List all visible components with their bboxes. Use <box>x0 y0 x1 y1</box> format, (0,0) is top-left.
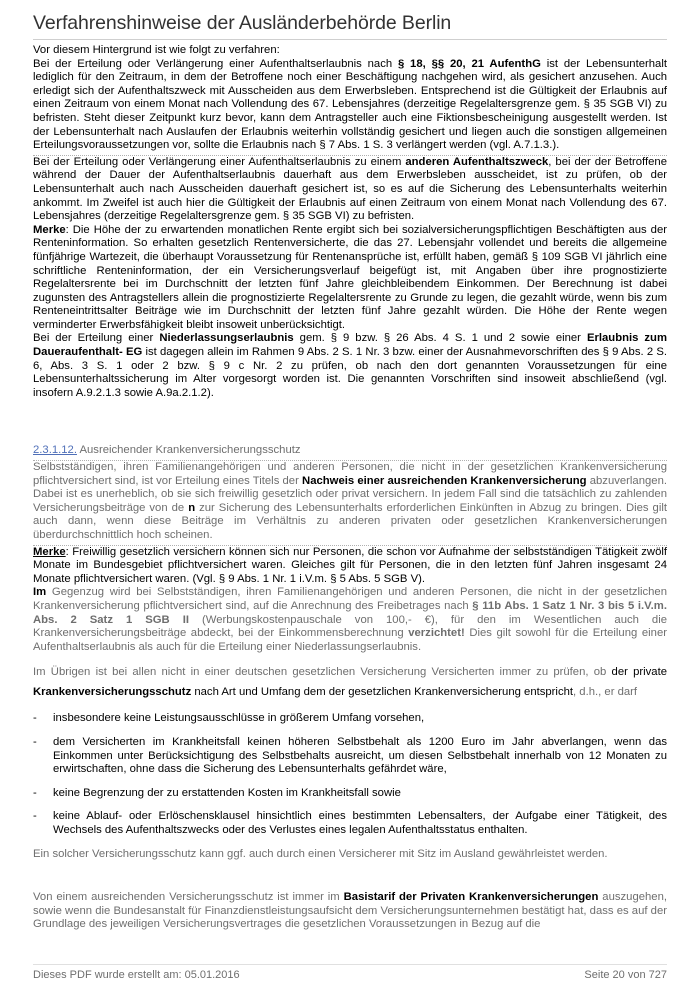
page-footer <box>33 964 667 981</box>
page-number: Seite 20 von 727 <box>584 969 667 981</box>
requirements-list <box>33 712 667 837</box>
document-body <box>33 44 667 932</box>
list-item: - insbesondere keine Leistungsausschlüsse in größerem Umfang vorsehen, <box>33 712 425 725</box>
paragraph-freibetrag: Im Gegenzug wird bei Selbstständigen, ihren Familienangehörigen und anderen Personen, die nicht in der gesetzlichen Krankenversicherung pflichtversichert sind, auf die Anrechnung des Freibetrages nach § 11b Abs. 1 Satz 1 Nr. 3 bis 5 i.V.m. Abs. 2 Satz 1 SGB II (Werbungskostenpauschale von 100,- €), für den im Wesentlichen auch die Krankenversicherungsbeiträge abdeckt, bei der Einkommensberechnung verzichtet! Dies gilt sowohl für die Erteilung einer Aufenthaltserlaubnis als auch für die Erteilung einer Niederlassungserlaubnis. <box>33 586 667 653</box>
paragraph-nachweis: Selbstständigen, ihren Familienangehörigen und anderen Personen, die nicht in der gesetzlichen Krankenversicherung pflichtversichert sind, ist vor Erteilung eines Titels der Nachweis einer ausreichenden Krankenversicherung abzuverlangen. Dabei ist es unerheblich, ob sie sich freiwillig gesetzlich oder privat versichern. In jedem Fall sind die tatsächlich zu zahlenden Versicherungsbeiträge von de n zur Sicherung des Lebensunterhalts erforderlichen Einkünften in Abzug zu bringen. Dies gilt auch dann, wenn diese Beiträge im Verhältnis zu anderen privaten oder gesetzlichen Krankenversicherungen überdurchschnittlich hoch scheinen. <box>33 461 667 546</box>
paragraph-niederlassung: Bei der Erteilung einer Niederlassungserlaubnis gem. § 9 bzw. § 26 Abs. 4 S. 1 und 2 sowie einer Erlaubnis zum Daueraufenthalt- EG ist dagegen allein im Rahmen 9 Abs. 2 S. 1 Nr. 3 bzw. einer der Ausnahmevorschriften des § 9 Abs. 2 S. 6, Abs. 3 S. 1 oder 2 bzw. § 9 c Nr. 2 zu prüfen, ob nach den dort genannten Voraussetzungen für eine Lebensunterhaltssicherung im Alter vorgesorgt worden ist. Die genannten Vorschriften sind insoweit abschließend (vgl. insofern A.9.2.1.3 sowie A.9a.2.1.2). <box>33 332 667 399</box>
page-header <box>33 12 667 40</box>
intro-paragraph: Vor diesem Hintergrund ist wie folgt zu verfahren: <box>33 44 280 56</box>
paragraph-ausland: Ein solcher Versicherungsschutz kann ggf. auch durch einen Versicherer mit Sitz im Ausland gewährleistet werden. <box>33 847 608 860</box>
list-item: - keine Begrenzung der zu erstattenden Kosten im Krankheitsfall sowie <box>33 786 401 799</box>
list-item: - keine Ablauf- oder Erlöschensklausel hinsichtlich eines bestimmten Lebensalters, der Aufgabe einer Tätigkeit, des Wechsels des Aufenthaltszwecks oder des Verlustes eines legalen Aufenthaltsstatus enthalten. <box>33 810 667 836</box>
paragraph-anderer-zweck: Bei der Erteilung oder Verlängerung einer Aufenthaltserlaubnis zu einem anderen Aufenthaltszweck, bei der der Betroffene während der Dauer der Aufenthaltserlaubnis dauerhaft aus dem Erwerbsleben ausscheidet, ist zu prüfen, ob der Lebensunterhalt auch nach Ausscheiden dauerhaft gesichert ist, so es auf die Sicherung des Lebensunterhalts weiterhin ankommt. Im Zweifel ist auch hier die Gültigkeit der Erlaubnis auf einen Zeitraum von einem Monat nach Vollendung des 67. Lebensjahres (derzeitige Regelaltersgrenze gem. § 35 SGB VI) zu befristen. <box>33 155 667 223</box>
paragraph-pruefung: Im Übrigen ist bei allen nicht in einer deutschen gesetzlichen Versicherung Versicherten immer zu prüfen, ob der private Krankenversicherungsschutz nach Art und Umfang dem der gesetzlichen Krankenversicherung entspricht, d.h., er darf <box>33 666 667 699</box>
page-title: Verfahrenshinweise der Ausländerbehörde Berlin <box>33 12 452 34</box>
paragraph-aufenthg-18: Bei der Erteilung oder Verlängerung einer Aufenthaltserlaubnis nach § 18, §§ 20, 21 AufenthG ist der Lebensunterhalt lediglich für den Zeitraum, in dem der Betroffene noch einer Beschäftigung nachgehen wird, als gesichert anzusehen. Auch erledigt sich der Aufenthaltszweck mit Ausscheiden aus dem Erwerbsleben. Entsprechend ist die Gültigkeit der Erlaubnis auf einen Zeitraum von einem Monat nach Vollendung des 67. Lebensjahres (derzeitige Regelaltersgrenze gem. § 35 SGB VI) zu befristen. Steht dieser Zeitpunkt kurz bevor, kann dem Antragsteller auch eine Fiktionsbescheinigung ausgestellt werden. Ist der Lebensunterhalt nach Auslaufen der Erlaubnis weiterhin vollständig gesichert und liegen auch die sonstigen allgemeinen Erteilungsvoraussetzungen vor, sollte die Erlaubnis nach § 7 Abs. 1 S. 3 verlängert werden (vgl. A.7.1.3.). <box>33 58 667 156</box>
list-item: - dem Versicherten im Krankheitsfall keinen höheren Selbstbehalt als 1200 Euro im Jahr abverlangen, wenn das Einkommen unter Berücksichtigung des Selbstbehalts ausreicht, um diesen Selbstbehalt innerhalb von 12 Monaten zu erwirtschaften, ohne dass die Sicherung des Lebensunterhalts gefährdet wäre, <box>33 735 667 776</box>
paragraph-merke-rente: Merke: Die Höhe der zu erwartenden monatlichen Rente ergibt sich bei sozialversicherungspflichtigen Beschäftigten aus der Renteninformation. So erhalten gesetzlich Rentenversicherte, die das 27. Lebensjahr vollendet und bereits die allgemeine fünfjährige Wartezeit, die überhaupt Voraussetzung für Rentenansprüche ist, erfüllt haben, gemäß § 109 SGB VI jährlich eine schriftliche Renteninformation, der ein Versicherungsverlauf beigefügt ist, mit Angaben über ihre prognostizierte Regelaltersrente bei im Durchschnitt der letzten fünf Jahre gleichbleibendem Einkommen. Der Berechnung ist dabei zugunsten des Antragstellers allein die prognostizierte Regelaltersrente zu Grunde zu legen, die gezahlt würde, wenn bis zum Renteneintrittsalter Beiträge wie im Durchschnitt der letzten fünf Jahre gezahlt würden. Die Höhe der Rente wegen verminderter Erwerbsfähigkeit bleibt insoweit unberücksichtigt. <box>33 223 667 331</box>
section-number-link[interactable]: 2.3.1.12. <box>33 444 77 457</box>
paragraph-merke-freiwillig: Merke: Freiwillig gesetzlich versichern können sich nur Personen, die schon vor Aufnahme der selbstständigen Tätigkeit zwölf Monate im Bundesgebiet pflichtversichert waren. Gleiches gilt für Personen, die in den letzten fünf Jahren insgesamt 24 Monate pflichtversichert waren. (Vgl. § 9 Abs. 1 Nr. 1 i.V.m. § 5 Abs. 5 SGB V). <box>33 545 667 585</box>
paragraph-basistarif: Von einem ausreichenden Versicherungsschutz ist immer im Basistarif der Privaten Krankenversicherungen auszugehen, sowie wenn die Bundesanstalt für Finanzdienstleistungsaufsicht dem Versicherungsunternehmen bestätigt hat, dass es auf der Grundlage des jeweiligen Versicherungsvertrages die gesetzlichen Voraussetzungen in Bezug auf die <box>33 891 667 931</box>
creation-date: Dieses PDF wurde erstellt am: 05.01.2016 <box>33 969 240 981</box>
section-heading: 2.3.1.12. Ausreichender Krankenversicherungsschutz <box>33 444 667 461</box>
